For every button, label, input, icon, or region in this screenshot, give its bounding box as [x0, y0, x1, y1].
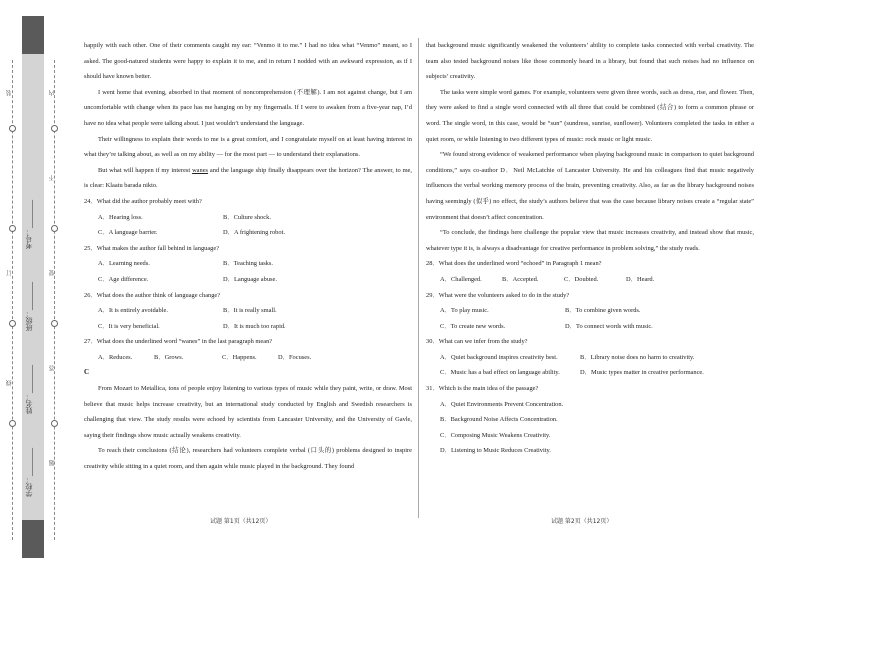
column-divider — [418, 38, 419, 518]
right-column — [426, 38, 754, 459]
option-d[interactable]: D．Music types matter in creative performance. — [580, 369, 704, 377]
option-d[interactable]: D．Listening to Music Reduces Creativity. — [440, 447, 551, 455]
binding-hole-icon — [51, 125, 58, 132]
option-b[interactable]: B．To combine given words. — [565, 307, 641, 315]
binding-label: 线 — [6, 380, 13, 386]
binding-label: 要 — [49, 270, 56, 276]
binding-label: 不 — [49, 175, 56, 181]
options — [84, 319, 412, 335]
question-29: 29．What were the volunteers asked to do in the study? — [426, 291, 570, 299]
options — [426, 319, 754, 335]
binding-strip-top-block — [22, 16, 44, 54]
option-c[interactable]: C．Music has a bad effect on language ability. — [440, 369, 560, 377]
option-a[interactable]: A．Learning needs. — [98, 260, 150, 268]
paragraph: The tasks were simple word games. For example, volunteers were given three words, such as dress, rise, and flower. Then, they were asked to find a single word connected with all three that could be combined (结合) to form a common phrase or word. The single word, in this case, would be “sun” (sundress, sunrise, sunflower). Volunteers completed the tasks in either a quiet room, or while listening to two different types of music: rock music or light music. — [426, 88, 754, 143]
options — [426, 365, 754, 381]
binding-label: 装 — [6, 90, 13, 96]
underlined-word: wanes — [192, 166, 209, 174]
option-b[interactable]: B．It is really small. — [223, 307, 277, 315]
options — [426, 443, 754, 459]
binding-hole-icon — [9, 225, 16, 232]
option-a[interactable]: A．Hearing loss. — [98, 213, 143, 221]
section-heading: C — [84, 368, 90, 377]
options — [84, 256, 412, 272]
binding-hole-icon — [9, 320, 16, 327]
option-b[interactable]: B．Culture shock. — [223, 213, 271, 221]
paragraph — [84, 163, 412, 194]
paragraph: that background music significantly weakened the volunteers’ ability to complete tasks connected with verbal creativity. The team also tested background noises like those commonly heard in a library, but found that such noises had no influence on subjects’ creativity. — [426, 42, 754, 81]
class-label: 班级： — [25, 310, 33, 332]
option-c[interactable]: C．It is very beneficial. — [98, 322, 160, 330]
binding-label: 题 — [49, 460, 56, 466]
exam-number-field[interactable]: 考号：________ — [25, 200, 33, 250]
paragraph: To reach their conclusions (结论), researchers had volunteers complete verbal (口头的) problems designed to inspire creativity while sitting in a quiet room, and then again while music played in the background. They found — [84, 447, 412, 471]
name-label: 姓名： — [25, 393, 33, 415]
binding-label: 内 — [49, 90, 56, 96]
option-b[interactable]: B．Grows. — [154, 353, 184, 361]
school-field[interactable]: 学校：________ — [25, 448, 33, 498]
option-c[interactable]: C．Composing Music Weakens Creativity. — [440, 431, 551, 439]
question-30: 30．What can we infer from the study? — [426, 338, 528, 346]
option-c[interactable]: C．Age difference. — [98, 275, 149, 283]
left-column — [84, 38, 412, 475]
option-c[interactable]: C．To create new words. — [440, 322, 506, 330]
question-28: 28．What does the underlined word “echoed” in Paragraph 1 mean? — [426, 260, 602, 268]
binding-hole-icon — [51, 225, 58, 232]
question-27: 27．What does the underlined word “wanes” in the last paragraph mean? — [84, 338, 273, 346]
option-a[interactable]: A．It is entirely avoidable. — [98, 307, 168, 315]
options — [84, 350, 412, 366]
options — [84, 272, 412, 288]
paragraph: From Mozart to Metallica, tons of people enjoy listening to various types of music while they paint, write, or draw. Most believe that music helps increase creativity, but an international study conducted by English and Swedish researchers is challenging that view. The study results were echoed by scientists from Lancaster University, and the University of Gavle, saying their findings show music actually weakens creativity. — [84, 385, 412, 439]
options — [426, 412, 754, 428]
option-b[interactable]: B．Accepted. — [502, 275, 539, 283]
options — [426, 350, 754, 366]
binding-strip-bottom-block — [22, 520, 44, 558]
options — [84, 303, 412, 319]
binding-hole-icon — [9, 420, 16, 427]
option-d[interactable]: D．It is much too rapid. — [223, 322, 286, 330]
paragraph: “We found strong evidence of weakened performance when playing background music in comparison to quiet background conditions,” says co-author D．Neil McLatchie of Lancaster University. He and his colleagues find that music negatively influences the verbal working memory process of the brain, preventing creativity. Also, as far as the library background noises having seemingly (似乎) no effect, the study’s authors believe that was the case because library noises create a “regular state” environment that doesn’t affect concentration. — [426, 151, 754, 221]
option-c[interactable]: C．Doubted. — [564, 275, 599, 283]
options — [426, 272, 754, 288]
binding-hole-icon — [9, 125, 16, 132]
paragraph: Their willingness to explain their words to me is a great comfort, and I congratulate myself on at least having interest in what they’re talking about, as well as on my ability — for the most part — to understand their explanations. — [84, 135, 412, 159]
options — [84, 210, 412, 226]
question-31: 31．Which is the main idea of the passage? — [426, 385, 539, 393]
paragraph: “To conclude, the findings here challenge the popular view that music increases creativity, and instead show that music, whatever type it is, is always a disadvantage for creative performance in problem solving,” the study reads. — [426, 229, 754, 252]
question-25: 25．What makes the author fall behind in language? — [84, 244, 220, 252]
text-run: and the language ship finally disappears over the horizon? The answer, to me, is clear: Klaatu barada nikto. — [84, 166, 412, 190]
text-run: But what will happen if my interest — [98, 166, 193, 174]
paragraph: I went home that evening, absorbed in that moment of noncomprehension (不理解). I am not against change, but I am uncomfortable with change when its pace has me hanging on by my fingernails. If I were to awaken from a five-year nap, I’d have no idea what people were talking about. I just wouldn’t understand the language. — [84, 88, 412, 127]
binding-dashed-line-inner — [54, 60, 55, 540]
binding-hole-icon — [51, 420, 58, 427]
option-b[interactable]: B．Teaching tasks. — [223, 260, 273, 268]
page-footer-right: 试题 第2页（共12页） — [551, 518, 613, 525]
paragraph: happily with each other. One of their comments caught my ear: “Venmo it to me.” I had no idea what “Venmo” meant, so I asked. The good-natured students were happy to explain it to me, and in return I nodded with an awkward expression, as if I should have known better. — [84, 42, 412, 81]
school-label: 学校： — [25, 476, 33, 498]
option-b[interactable]: B．Background Noise Affects Concentration. — [440, 416, 558, 424]
option-c[interactable]: C．A language barrier. — [98, 229, 158, 237]
option-c[interactable]: C．Happens. — [222, 353, 257, 361]
page-footer-left: 试题 第1页（共12页） — [210, 518, 272, 525]
name-field[interactable]: 姓名：________ — [25, 365, 33, 415]
binding-label: 订 — [6, 270, 13, 276]
binding-dashed-line-outer — [12, 60, 13, 540]
option-d[interactable]: D．A frightening robot. — [223, 229, 285, 237]
option-a[interactable]: A．To play music. — [440, 307, 489, 315]
options — [426, 397, 754, 413]
binding-hole-icon — [51, 320, 58, 327]
option-a[interactable]: A．Quiet background inspires creativity best. — [440, 353, 558, 361]
exam-number-label: 考号： — [25, 228, 33, 250]
question-26: 26．What does the author think of language change? — [84, 291, 221, 299]
option-d[interactable]: D．Heard. — [626, 275, 655, 283]
options — [84, 225, 412, 241]
option-a[interactable]: A．Quiet Environments Prevent Concentration. — [440, 400, 564, 408]
question-24: 24．What did the author probably meet with? — [84, 197, 202, 205]
option-a[interactable]: A．Reduces. — [98, 353, 133, 361]
option-d[interactable]: D．Language abuse. — [223, 275, 277, 283]
class-field[interactable]: 班级：________ — [25, 282, 33, 332]
options — [426, 303, 754, 319]
binding-label: 答 — [49, 365, 56, 371]
option-b[interactable]: B．Library noise does no harm to creativity. — [580, 353, 695, 361]
option-d[interactable]: D．To connect words with music. — [565, 322, 653, 330]
option-d[interactable]: D．Focuses. — [278, 353, 312, 361]
option-a[interactable]: A．Challenged. — [440, 275, 482, 283]
options — [426, 428, 754, 444]
